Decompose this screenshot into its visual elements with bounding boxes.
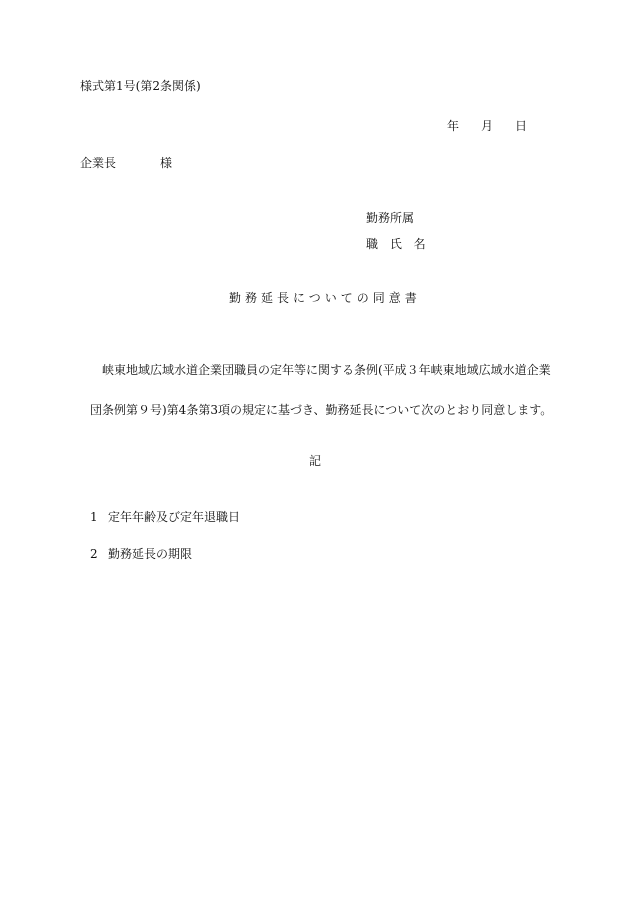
list-item-number: 1 (90, 510, 98, 524)
document-body (90, 350, 570, 430)
ki-heading: 記 (309, 454, 322, 468)
body-line-2: 団条例第９号)第4条第3項の規定に基づき、勤務延長について次のとおり同意します。 (90, 403, 553, 417)
addressee (80, 157, 172, 169)
list-item-2 (90, 548, 192, 560)
document-title: 勤務延長についての同意書 (229, 291, 421, 305)
list-item-1 (90, 511, 240, 523)
name-label: 職 氏 名 (366, 237, 430, 251)
list-item-number: 2 (90, 547, 98, 561)
office-label: 勤務所属 (366, 211, 415, 225)
date-year-label: 年 (447, 119, 460, 133)
addressee-title: 企業長 (80, 156, 117, 170)
addressee-honorific: 様 (160, 156, 173, 170)
body-line-1: 峡東地域広域水道企業団職員の定年等に関する条例(平成３年峡東地域広域水道企業 (102, 363, 551, 377)
form-number: 様式第1号(第2条関係) (80, 79, 201, 93)
list-item-label: 勤務延長の期限 (108, 547, 193, 561)
date-day-label: 日 (515, 119, 528, 133)
date-month-label: 月 (481, 119, 494, 133)
date-line (447, 120, 527, 132)
list-item-label: 定年年齢及び定年退職日 (108, 510, 241, 524)
